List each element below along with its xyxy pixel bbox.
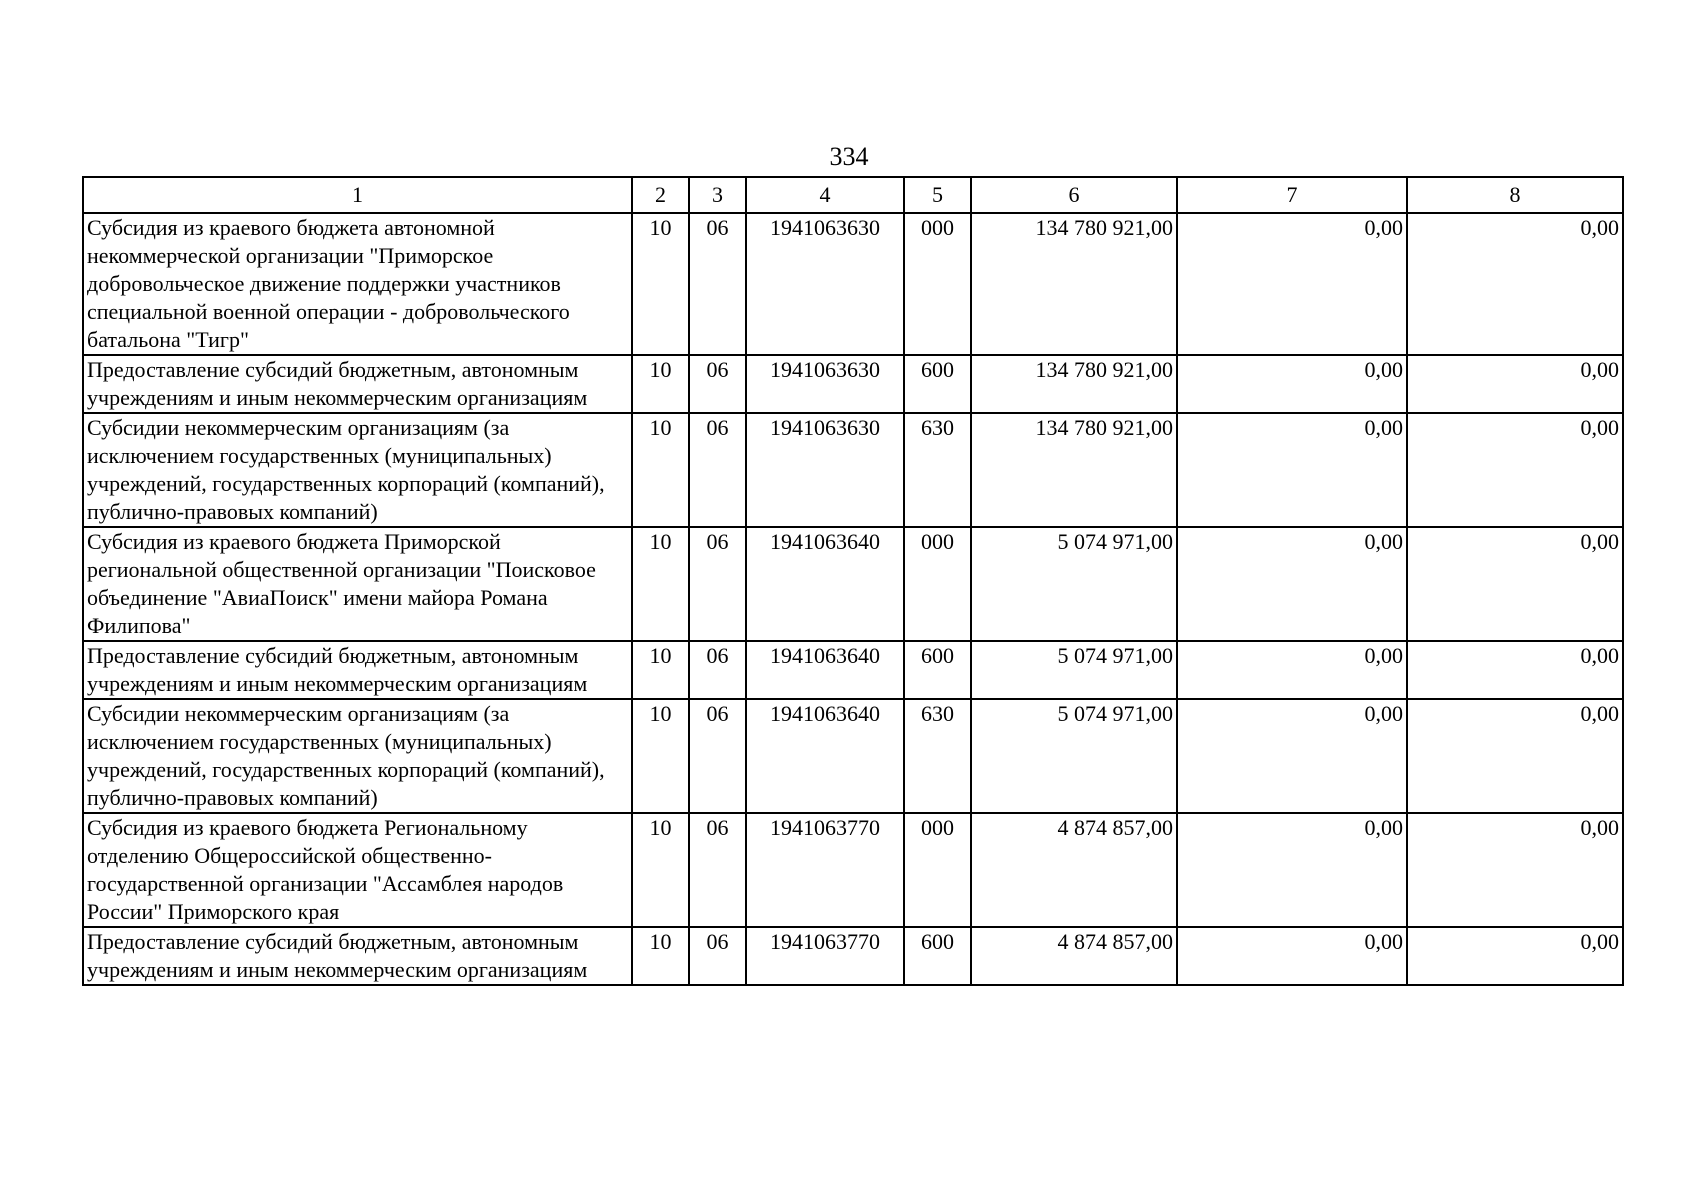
expense-type-cell: 000 (904, 813, 971, 927)
section-code-cell: 10 (632, 413, 689, 527)
amount-col6-cell: 134 780 921,00 (971, 213, 1177, 355)
section-code-cell: 10 (632, 213, 689, 355)
subsection-code-cell: 06 (689, 927, 746, 985)
subsection-code-cell: 06 (689, 813, 746, 927)
amount-col8-cell: 0,00 (1407, 813, 1623, 927)
row-name-cell: Субсидия из краевого бюджета Приморской региональной общественной организации "Поисковое объединение "АвиаПоиск" имени майора Романа Филипова" (83, 527, 632, 641)
table-row (83, 527, 1623, 641)
table-row (83, 355, 1623, 413)
amount-col8-cell: 0,00 (1407, 413, 1623, 527)
target-article-cell: 1941063630 (746, 355, 904, 413)
row-name-cell: Предоставление субсидий бюджетным, автономным учреждениям и иным некоммерческим организациям (83, 641, 632, 699)
section-code-cell: 10 (632, 641, 689, 699)
header-row (83, 177, 1623, 213)
amount-col7-cell: 0,00 (1177, 641, 1407, 699)
amount-col7-cell: 0,00 (1177, 927, 1407, 985)
column-header: 6 (971, 177, 1177, 213)
row-name-cell: Субсидия из краевого бюджета Региональному отделению Общероссийской общественно-государственной организации "Ассамблея народов России" Приморского края (83, 813, 632, 927)
subsection-code-cell: 06 (689, 213, 746, 355)
section-code-cell: 10 (632, 699, 689, 813)
column-header: 5 (904, 177, 971, 213)
amount-col6-cell: 134 780 921,00 (971, 355, 1177, 413)
amount-col8-cell: 0,00 (1407, 699, 1623, 813)
amount-col7-cell: 0,00 (1177, 413, 1407, 527)
amount-col8-cell: 0,00 (1407, 927, 1623, 985)
table-row (83, 813, 1623, 927)
amount-col7-cell: 0,00 (1177, 213, 1407, 355)
subsection-code-cell: 06 (689, 527, 746, 641)
column-header: 3 (689, 177, 746, 213)
amount-col7-cell: 0,00 (1177, 355, 1407, 413)
section-code-cell: 10 (632, 813, 689, 927)
subsection-code-cell: 06 (689, 641, 746, 699)
target-article-cell: 1941063770 (746, 927, 904, 985)
row-name-cell: Предоставление субсидий бюджетным, автономным учреждениям и иным некоммерческим организациям (83, 355, 632, 413)
expense-type-cell: 630 (904, 413, 971, 527)
table-row (83, 641, 1623, 699)
row-name-cell: Субсидии некоммерческим организациям (за исключением государственных (муниципальных) учреждений, государственных корпораций (компаний), публично-правовых компаний) (83, 413, 632, 527)
amount-col6-cell: 5 074 971,00 (971, 699, 1177, 813)
target-article-cell: 1941063640 (746, 527, 904, 641)
amount-col6-cell: 4 874 857,00 (971, 927, 1177, 985)
section-code-cell: 10 (632, 927, 689, 985)
column-header: 8 (1407, 177, 1623, 213)
amount-col8-cell: 0,00 (1407, 527, 1623, 641)
row-name-cell: Субсидия из краевого бюджета автономной некоммерческой организации "Приморское добровольческое движение поддержки участников специальной военной операции - добровольческого батальона "Тигр" (83, 213, 632, 355)
row-name-cell: Предоставление субсидий бюджетным, автономным учреждениям и иным некоммерческим организациям (83, 927, 632, 985)
expense-type-cell: 600 (904, 355, 971, 413)
target-article-cell: 1941063640 (746, 699, 904, 813)
amount-col6-cell: 134 780 921,00 (971, 413, 1177, 527)
table-row (83, 413, 1623, 527)
column-header: 4 (746, 177, 904, 213)
target-article-cell: 1941063770 (746, 813, 904, 927)
subsection-code-cell: 06 (689, 699, 746, 813)
amount-col8-cell: 0,00 (1407, 355, 1623, 413)
amount-col6-cell: 5 074 971,00 (971, 641, 1177, 699)
expense-type-cell: 000 (904, 527, 971, 641)
row-name-cell: Субсидии некоммерческим организациям (за исключением государственных (муниципальных) учреждений, государственных корпораций (компаний), публично-правовых компаний) (83, 699, 632, 813)
amount-col6-cell: 5 074 971,00 (971, 527, 1177, 641)
expense-type-cell: 600 (904, 641, 971, 699)
expense-type-cell: 600 (904, 927, 971, 985)
page-number: 334 (829, 142, 869, 171)
expense-type-cell: 630 (904, 699, 971, 813)
amount-col6-cell: 4 874 857,00 (971, 813, 1177, 927)
amount-col8-cell: 0,00 (1407, 641, 1623, 699)
target-article-cell: 1941063630 (746, 413, 904, 527)
amount-col8-cell: 0,00 (1407, 213, 1623, 355)
subsection-code-cell: 06 (689, 355, 746, 413)
section-code-cell: 10 (632, 527, 689, 641)
column-header: 7 (1177, 177, 1407, 213)
column-header: 2 (632, 177, 689, 213)
target-article-cell: 1941063630 (746, 213, 904, 355)
expense-type-cell: 000 (904, 213, 971, 355)
table-row (83, 213, 1623, 355)
section-code-cell: 10 (632, 355, 689, 413)
amount-col7-cell: 0,00 (1177, 527, 1407, 641)
table-row (83, 927, 1623, 985)
column-header: 1 (83, 177, 632, 213)
budget-table (82, 176, 1624, 986)
table-row (83, 699, 1623, 813)
amount-col7-cell: 0,00 (1177, 699, 1407, 813)
amount-col7-cell: 0,00 (1177, 813, 1407, 927)
target-article-cell: 1941063640 (746, 641, 904, 699)
subsection-code-cell: 06 (689, 413, 746, 527)
